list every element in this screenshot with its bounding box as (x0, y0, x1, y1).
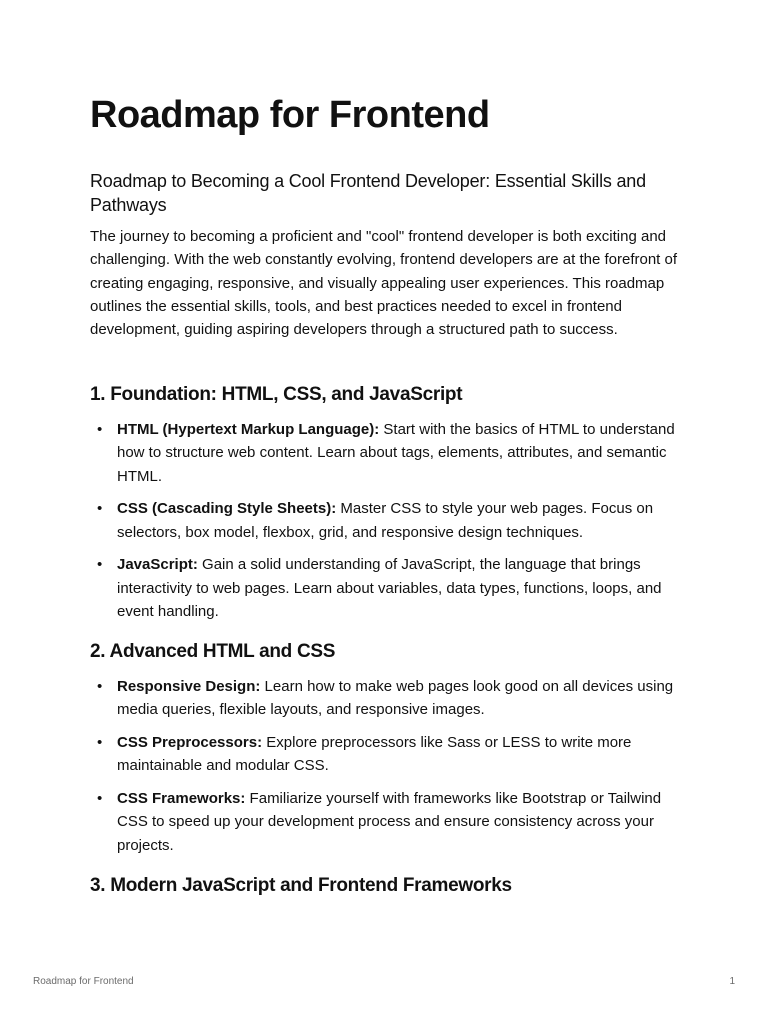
list-item-term: Responsive Design: (117, 678, 261, 695)
list-item-term: HTML (Hypertext Markup Language): (117, 421, 380, 438)
section-advanced-html-css (90, 639, 680, 867)
bullet-icon: • (97, 421, 103, 438)
page-title: Roadmap for Frontend (90, 94, 490, 136)
list-item (90, 497, 680, 544)
intro-paragraph: The journey to becoming a proficient and "cool" frontend developer is both exciting and challenging. With the web constantly evolving, frontend developers are at the forefront of creating engaging, responsive, and visually appealing user experiences. This roadmap outlines the essential skills, tools, and best practices needed to excel in frontend development, guiding aspiring developers through a structured path to success. (90, 228, 678, 339)
list-item-text: Learn how to make web pages look good on all devices using media queries, flexible layouts, and responsive images. (117, 678, 674, 719)
bullet-icon: • (97, 734, 103, 752)
list-item (90, 731, 680, 778)
section-foundation (90, 382, 680, 633)
list-item-term: CSS Frameworks: (117, 790, 246, 808)
bullet-icon: • (97, 500, 103, 518)
list-item (90, 787, 680, 857)
section-heading: 2. Advanced HTML and CSS (90, 641, 336, 662)
list-item (90, 553, 680, 623)
list-item-term: CSS Preprocessors: (117, 734, 263, 752)
bullet-list (90, 418, 680, 623)
section-heading: 1. Foundation: HTML, CSS, and JavaScript (90, 384, 463, 405)
list-item-text: Master CSS to style your web pages. Focus on selectors, box model, flexbox, grid, and responsive design techniques. (117, 500, 654, 541)
list-item-text: Start with the basics of HTML to understand how to structure web content. Learn about tags, elements, attributes, and semantic HTML. (117, 421, 675, 485)
footer-document-title: Roadmap for Frontend (33, 976, 134, 987)
list-item-term: CSS (Cascading Style Sheets): (117, 500, 337, 518)
list-item (90, 675, 680, 722)
list-item-text: Explore preprocessors like Sass or LESS to write more maintainable and modular CSS. (117, 734, 632, 775)
bullet-icon: • (97, 556, 103, 574)
list-item (90, 418, 680, 488)
bullet-icon: • (97, 790, 103, 808)
section-heading: 3. Modern JavaScript and Frontend Frameworks (90, 875, 512, 896)
section-modern-javascript (90, 873, 680, 899)
list-item-text: Gain a solid understanding of JavaScript, the language that brings interactivity to web pages. Learn about variables, data types, functions, loops, and event handling. (117, 556, 662, 621)
bullet-list (90, 675, 680, 857)
list-item-term: JavaScript: (117, 556, 198, 574)
document-subtitle: Roadmap to Becoming a Cool Frontend Developer: Essential Skills and Pathways (90, 171, 646, 215)
list-item-text: Familiarize yourself with frameworks like Bootstrap or Tailwind CSS to speed up your development process and ensure consistency across your projects. (117, 790, 662, 854)
bullet-icon: • (97, 678, 103, 695)
footer-page-number: 1 (729, 976, 735, 987)
